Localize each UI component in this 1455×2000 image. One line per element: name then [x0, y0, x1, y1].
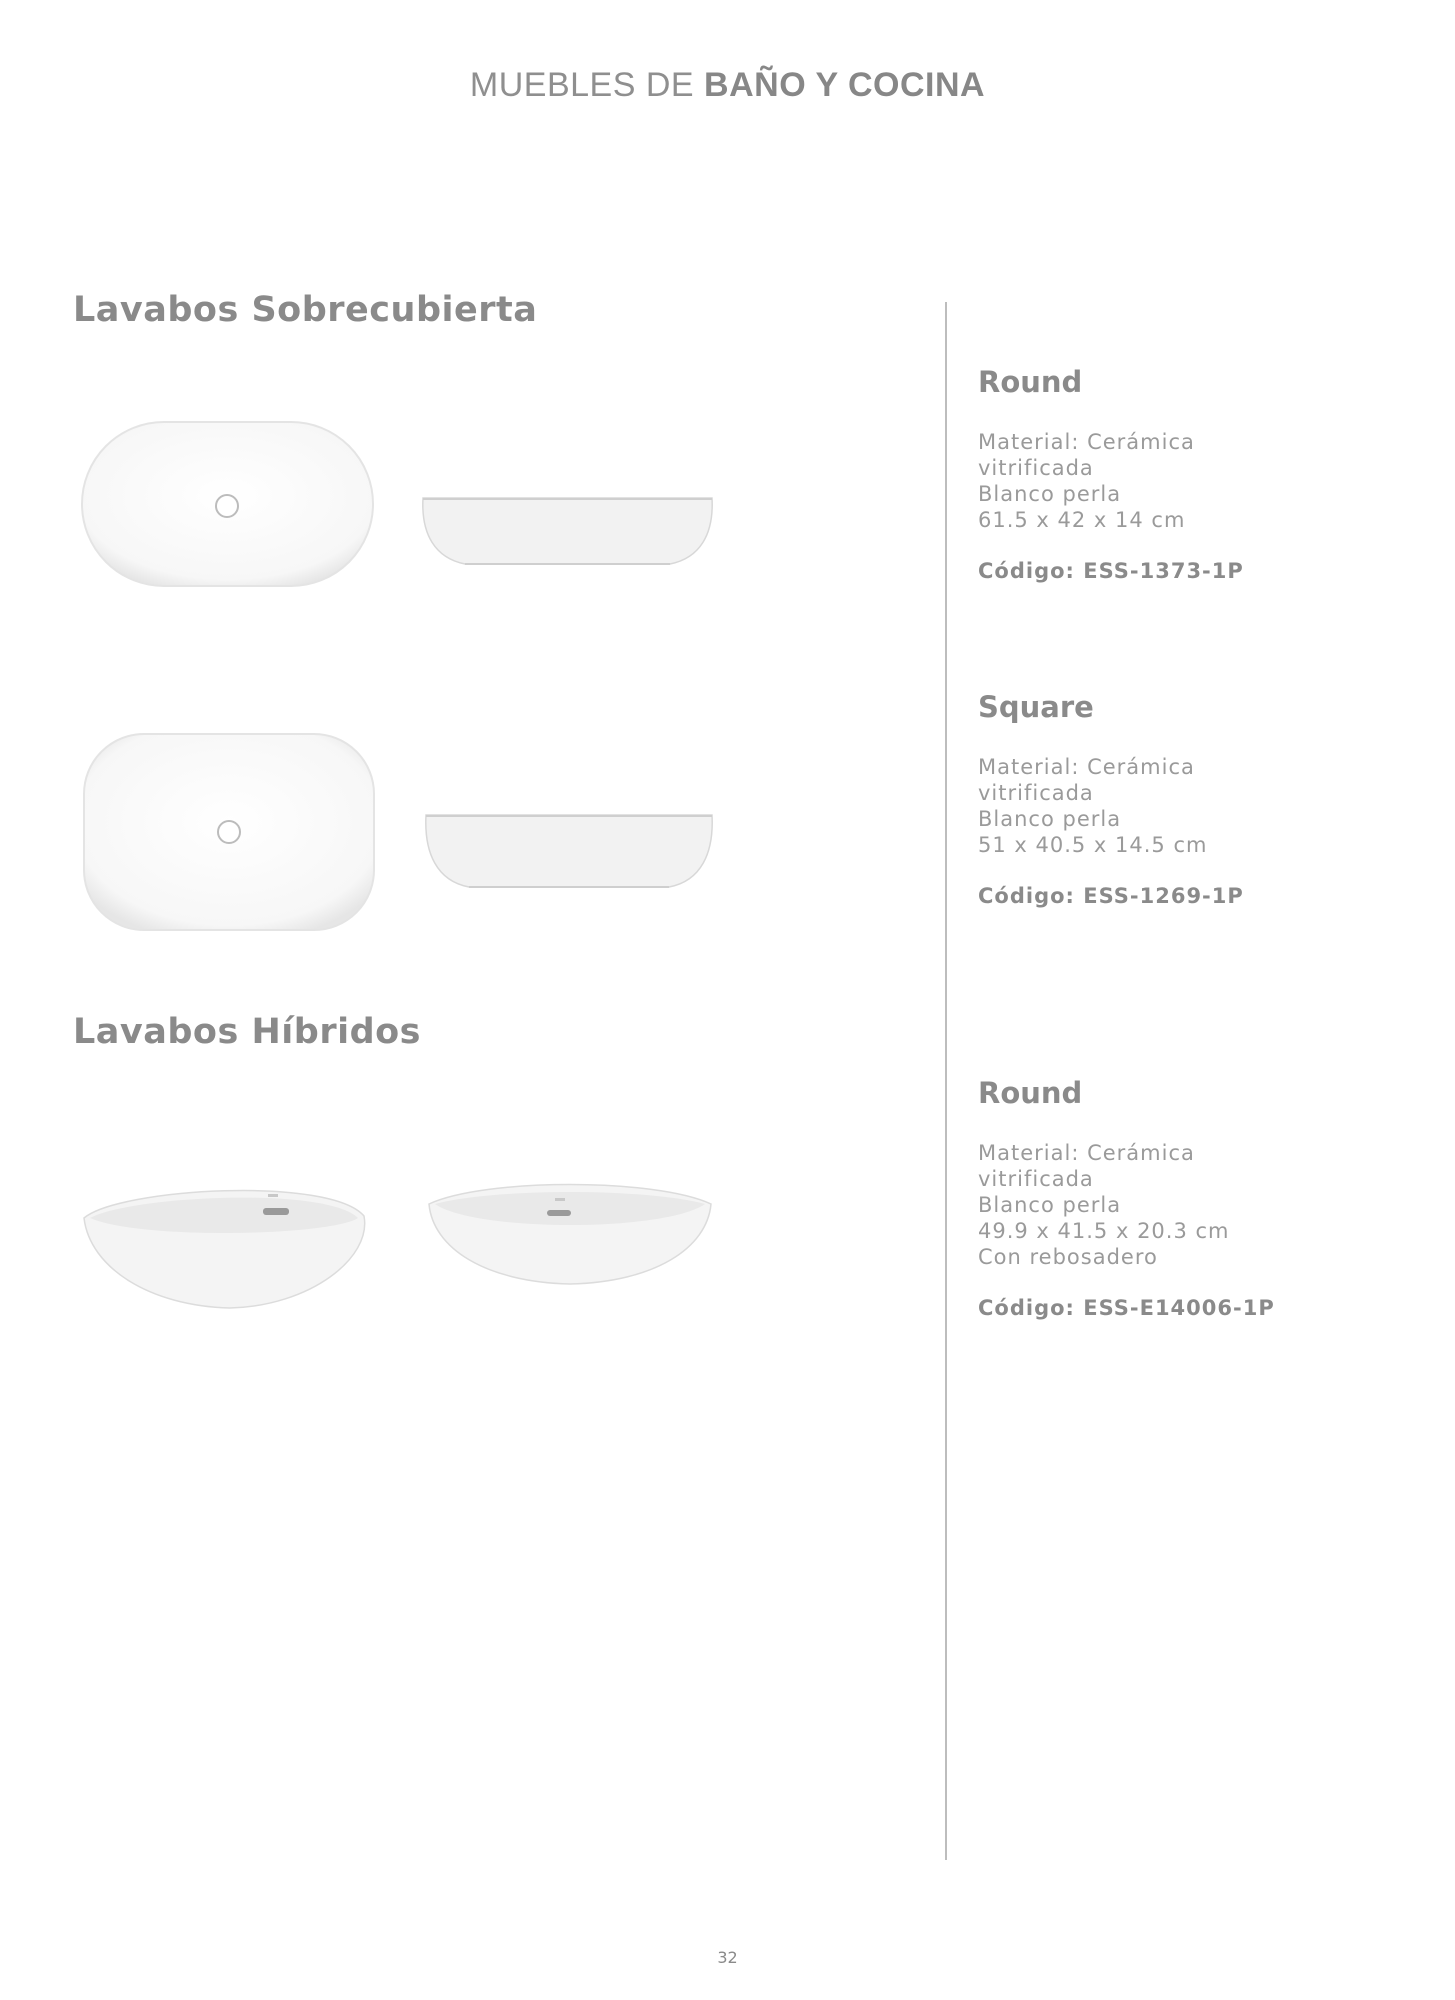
product-material-type: vitrificada	[978, 456, 1094, 480]
product-color: Blanco perla	[978, 1193, 1122, 1217]
product-feature: Con rebosadero	[978, 1245, 1158, 1269]
square-basin-side-view	[423, 811, 715, 893]
page-header	[0, 66, 1455, 105]
product-material: Material: Cerámica	[978, 755, 1195, 779]
product-code: Código: ESS-1269-1P	[978, 884, 1244, 908]
hybrid-basin-view-2	[425, 1182, 715, 1287]
product-dimensions: 61.5 x 42 x 14 cm	[978, 508, 1186, 532]
section-title-sobrecubierta: Lavabos Sobrecubierta	[73, 290, 538, 330]
page-number: 32	[717, 1948, 738, 1967]
square-basin-top-view	[82, 732, 376, 932]
hybrid-basin-view-1	[80, 1178, 370, 1313]
product-round-1	[978, 365, 1418, 583]
round-basin-top-view	[80, 420, 375, 590]
header-bold: BAÑO Y COCINA	[704, 66, 986, 104]
product-dimensions: 49.9 x 41.5 x 20.3 cm	[978, 1219, 1230, 1243]
product-material-type: vitrificada	[978, 781, 1094, 805]
round-basin-side-view	[420, 494, 715, 570]
product-material: Material: Cerámica	[978, 1141, 1195, 1165]
section-title-hibridos: Lavabos Híbridos	[73, 1012, 422, 1052]
header-prefix: MUEBLES DE	[469, 66, 695, 104]
product-code: Código: ESS-1373-1P	[978, 559, 1244, 583]
vertical-divider	[945, 302, 947, 1860]
product-color: Blanco perla	[978, 807, 1122, 831]
product-round-2	[978, 1076, 1418, 1320]
product-color: Blanco perla	[978, 482, 1122, 506]
product-material-type: vitrificada	[978, 1167, 1094, 1191]
product-name: Square	[978, 690, 1094, 724]
product-code: Código: ESS-E14006-1P	[978, 1296, 1275, 1320]
product-dimensions: 51 x 40.5 x 14.5 cm	[978, 833, 1208, 857]
product-square	[978, 690, 1418, 908]
product-material: Material: Cerámica	[978, 430, 1195, 454]
product-name: Round	[978, 365, 1083, 399]
product-name: Round	[978, 1076, 1083, 1110]
